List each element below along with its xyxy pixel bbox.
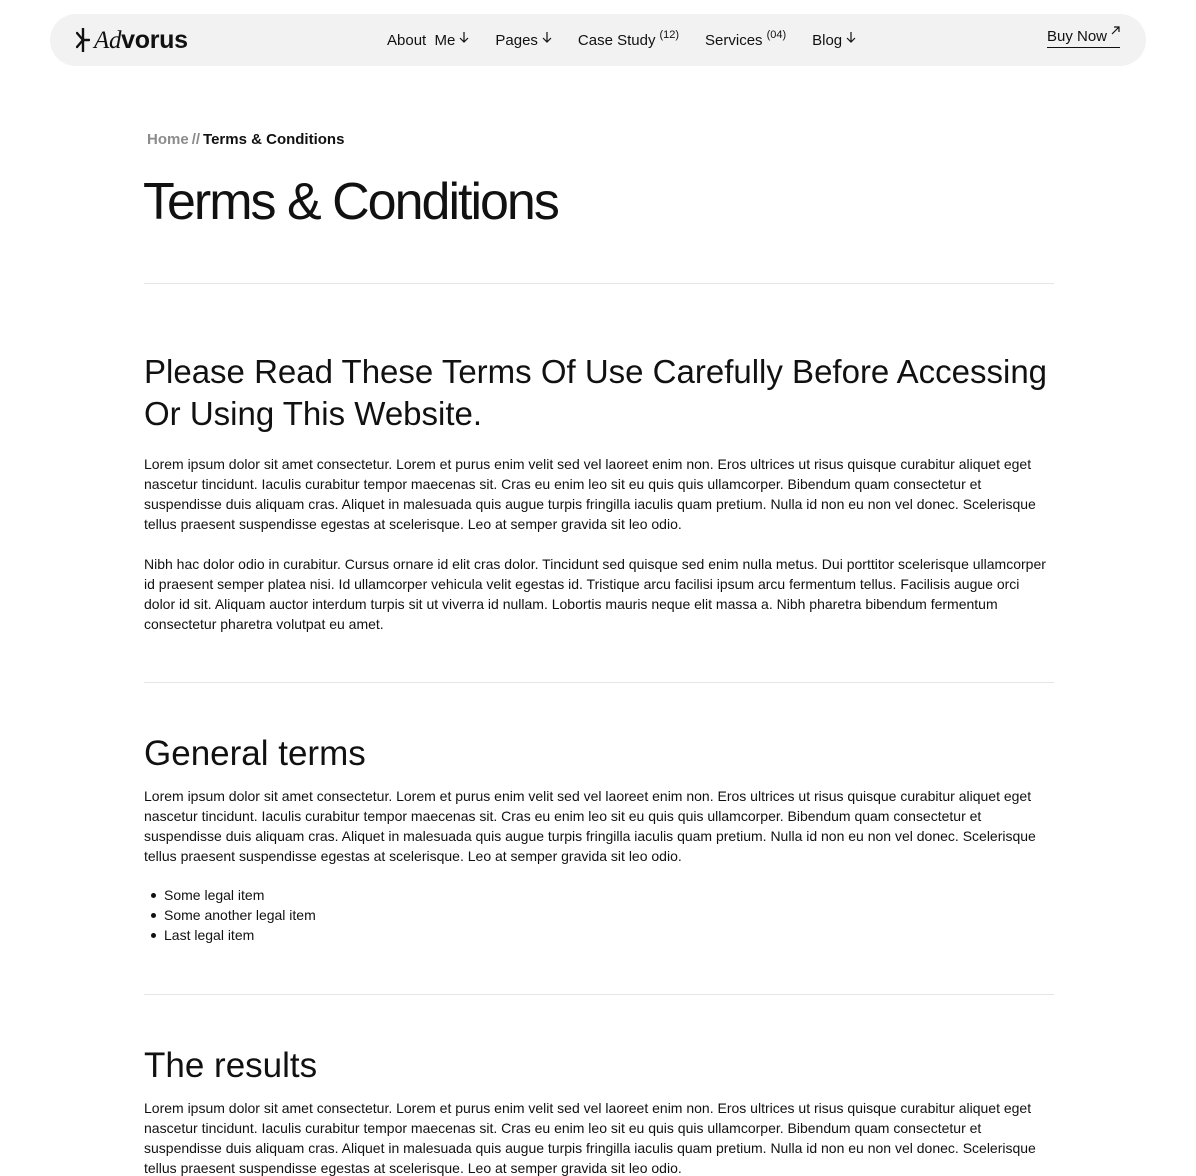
logo-text-vorus: vorus — [121, 25, 188, 54]
logo[interactable] — [76, 26, 188, 54]
list-item — [144, 925, 316, 945]
breadcrumb — [147, 131, 344, 148]
general-terms-paragraph: Lorem ipsum dolor sit amet consectetur. Lorem et purus enim velit sed vel laoreet enim non. Eros ultrices ut risus quisque curabitur aliquet eget nascetur tincidunt. Iaculis curabitur tempor maecenas sit. Cras eu enim leo sit eu quis quis ullamcorper. Bibendum quam consectetur et suspendisse duis aliquam cras. Aliquet in malesuada quis augue turpis fringilla iaculis quam pretium. Nulla id non eu non vel donec. Scelerisque tellus praesent suspendisse egestas at scelerisque. Leo at semper gravida sit leo odio. — [144, 788, 1036, 864]
bullet-icon — [151, 933, 156, 938]
top-navbar — [50, 14, 1146, 66]
case-study-count-badge: (12) — [659, 29, 680, 41]
legal-items-list — [144, 885, 316, 945]
results-paragraph: Lorem ipsum dolor sit amet consectetur. Lorem et purus enim velit sed vel laoreet enim non. Eros ultrices ut risus quisque curabitur aliquet eget nascetur tincidunt. Iaculis curabitur tempor maecenas sit. Cras eu enim leo sit eu quis quis ullamcorper. Bibendum quam consectetur et suspendisse duis aliquam cras. Aliquet in malesuada quis augue turpis fringilla iaculis quam pretium. Nulla id non eu non vel donec. Scelerisque tellus praesent suspendisse egestas at scelerisque. Leo at semper gravida sit leo odio. — [144, 1100, 1036, 1176]
services-count-badge: (04) — [766, 29, 787, 41]
nav-label-about-me: About Me — [387, 31, 456, 49]
main-nav — [387, 14, 856, 66]
general-terms-heading: General terms — [144, 734, 366, 773]
arrow-up-right-icon — [1111, 26, 1120, 35]
logo-text-ad: Ad — [94, 26, 122, 54]
nav-label-case-study: Case Study — [577, 31, 656, 49]
bullet-icon — [151, 913, 156, 918]
nav-item-pages[interactable] — [495, 32, 552, 49]
nav-item-services[interactable] — [705, 29, 787, 49]
list-item-text: Last legal item — [164, 927, 255, 943]
list-item — [144, 885, 316, 905]
nav-label-blog: Blog — [812, 31, 843, 49]
arrow-down-icon — [459, 32, 469, 43]
breadcrumb-home-link[interactable]: Home — [147, 131, 189, 148]
nav-item-about-me[interactable] — [387, 32, 469, 49]
arrow-down-icon — [542, 32, 552, 43]
results-heading: The results — [144, 1046, 318, 1085]
nav-label-pages: Pages — [495, 31, 538, 49]
breadcrumb-separator: // — [191, 131, 201, 148]
nav-item-blog[interactable] — [812, 32, 856, 49]
list-item-text: Some another legal item — [164, 907, 316, 923]
divider — [144, 994, 1054, 995]
divider — [144, 682, 1054, 683]
buy-now-button[interactable] — [1047, 28, 1120, 48]
nav-item-case-study[interactable] — [577, 29, 680, 49]
buy-now-label: Buy Now — [1046, 28, 1107, 45]
intro-heading: Please Read These Terms Of Use Carefully Before Accessing Or Using This Website. — [144, 353, 1048, 432]
divider — [144, 283, 1054, 284]
list-item — [144, 905, 316, 925]
page-title: Terms & Conditions — [143, 173, 558, 231]
arrow-down-icon — [846, 32, 856, 43]
breadcrumb-current: Terms & Conditions — [203, 131, 345, 148]
logo-mark-icon — [76, 28, 90, 52]
logo-text — [94, 26, 188, 55]
bullet-icon — [151, 893, 156, 898]
intro-paragraph-1: Lorem ipsum dolor sit amet consectetur. Lorem et purus enim velit sed vel laoreet enim non. Eros ultrices ut risus quisque curabitur aliquet eget nascetur tincidunt. Iaculis curabitur tempor maecenas sit. Cras eu enim leo sit eu quis quis ullamcorper. Bibendum quam consectetur et suspendisse duis aliquam cras. Aliquet in malesuada quis augue turpis fringilla iaculis quam pretium. Nulla id non eu non vel donec. Scelerisque tellus praesent suspendisse egestas at scelerisque. Leo at semper gravida sit leo odio. — [144, 456, 1036, 532]
nav-label-services: Services — [705, 31, 763, 49]
list-item-text: Some legal item — [164, 887, 265, 903]
intro-paragraph-2: Nibh hac dolor odio in curabitur. Cursus ornare id elit cras dolor. Tincidunt sed quisque sed enim nulla metus. Dui porttitor scelerisque ullamcorper id praesent semper platea nisi. Id ullamcorper vehicula velit egestas id. Tristique arcu facilisi ipsum arcu fermentum tellus. Facilisis augue orci dolor id sit. Aliquam auctor interdum turpis sit ut viverra id nullam. Lobortis mauris neque elit massa a. Nibh pharetra bibendum fermentum consectetur pharetra volutpat eu amet. — [144, 556, 1046, 632]
